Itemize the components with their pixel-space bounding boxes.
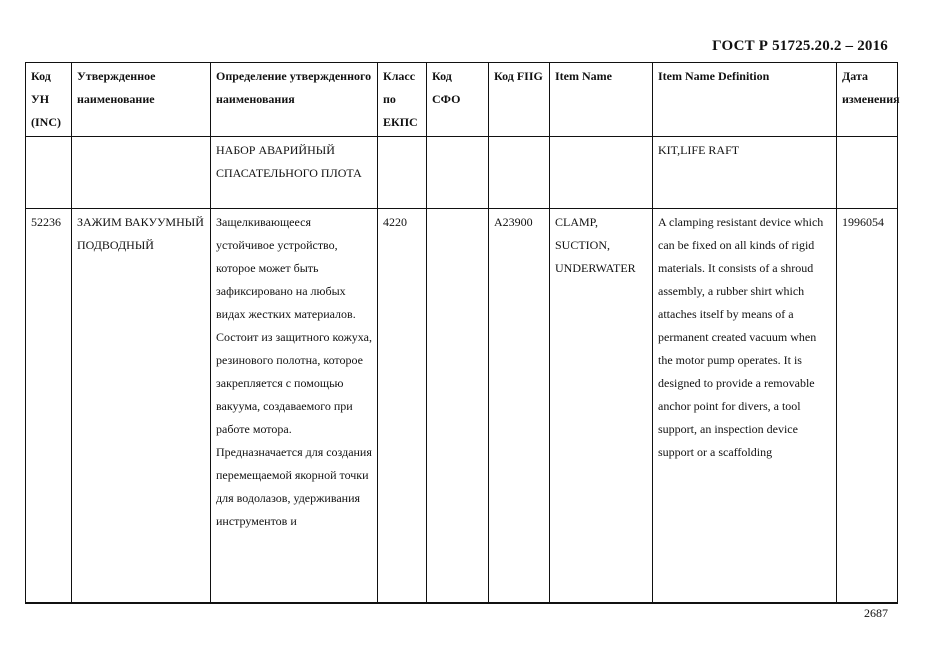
column-header-ekps-class: Класс по ЕКПС bbox=[378, 63, 427, 137]
column-header-sfo-code: Код СФО bbox=[427, 63, 489, 137]
column-header-change-date: Дата изменения bbox=[837, 63, 898, 137]
cell-change-date bbox=[837, 137, 898, 209]
cell-sfo-code bbox=[427, 209, 489, 603]
cell-inc: 52236 bbox=[26, 209, 72, 603]
document-standard-header: ГОСТ Р 51725.20.2 – 2016 bbox=[712, 38, 888, 54]
cell-change-date: 1996054 bbox=[837, 209, 898, 603]
cell-approved-name bbox=[72, 137, 211, 209]
column-header-item-name: Item Name bbox=[550, 63, 653, 137]
classification-table bbox=[25, 62, 898, 604]
cell-sfo-code bbox=[427, 137, 489, 209]
cell-definition: Защелкивающееся устойчивое устройство, которое может быть зафиксировано на любых видах жестких материалов. Состоит из защитного кожуха, резинового полотна, которое закрепляется с помощью вакуума, создаваемого при работе мотора. Предназначается для создания перемещаемой якорной точки для водолазов, удерживания инструментов и bbox=[211, 209, 378, 603]
table-row bbox=[26, 137, 898, 209]
cell-inc bbox=[26, 137, 72, 209]
column-header-inc: Код УН (INC) bbox=[26, 63, 72, 137]
cell-item-name: CLAMP, SUCTION, UNDERWATER bbox=[550, 209, 653, 603]
table-row bbox=[26, 209, 898, 603]
cell-approved-name: ЗАЖИМ ВАКУУМНЫЙ ПОДВОДНЫЙ bbox=[72, 209, 211, 603]
cell-ekps-class: 4220 bbox=[378, 209, 427, 603]
cell-item-name-definition: KIT,LIFE RAFT bbox=[653, 137, 837, 209]
page-number: 2687 bbox=[864, 606, 888, 620]
column-header-item-name-definition: Item Name Definition bbox=[653, 63, 837, 137]
cell-item-name-definition: A clamping resistant device which can be fixed on all kinds of rigid materials. It consists of a shroud assembly, a rubber shirt which attaches itself by means of a permanent created vacuum when the motor pump operates. It is designed to provide a removable anchor point for divers, a tool support, an inspection device support or a scaffolding bbox=[653, 209, 837, 603]
cell-ekps-class bbox=[378, 137, 427, 209]
cell-fiig-code bbox=[489, 137, 550, 209]
cell-fiig-code: A23900 bbox=[489, 209, 550, 603]
cell-item-name bbox=[550, 137, 653, 209]
column-header-fiig-code: Код FIIG bbox=[489, 63, 550, 137]
table-header-row bbox=[26, 63, 898, 137]
column-header-definition: Определение утвержденного наименования bbox=[211, 63, 378, 137]
cell-definition: НАБОР АВАРИЙНЫЙ СПАСАТЕЛЬНОГО ПЛОТА bbox=[211, 137, 378, 209]
column-header-approved-name: Утвержденное наименование bbox=[72, 63, 211, 137]
